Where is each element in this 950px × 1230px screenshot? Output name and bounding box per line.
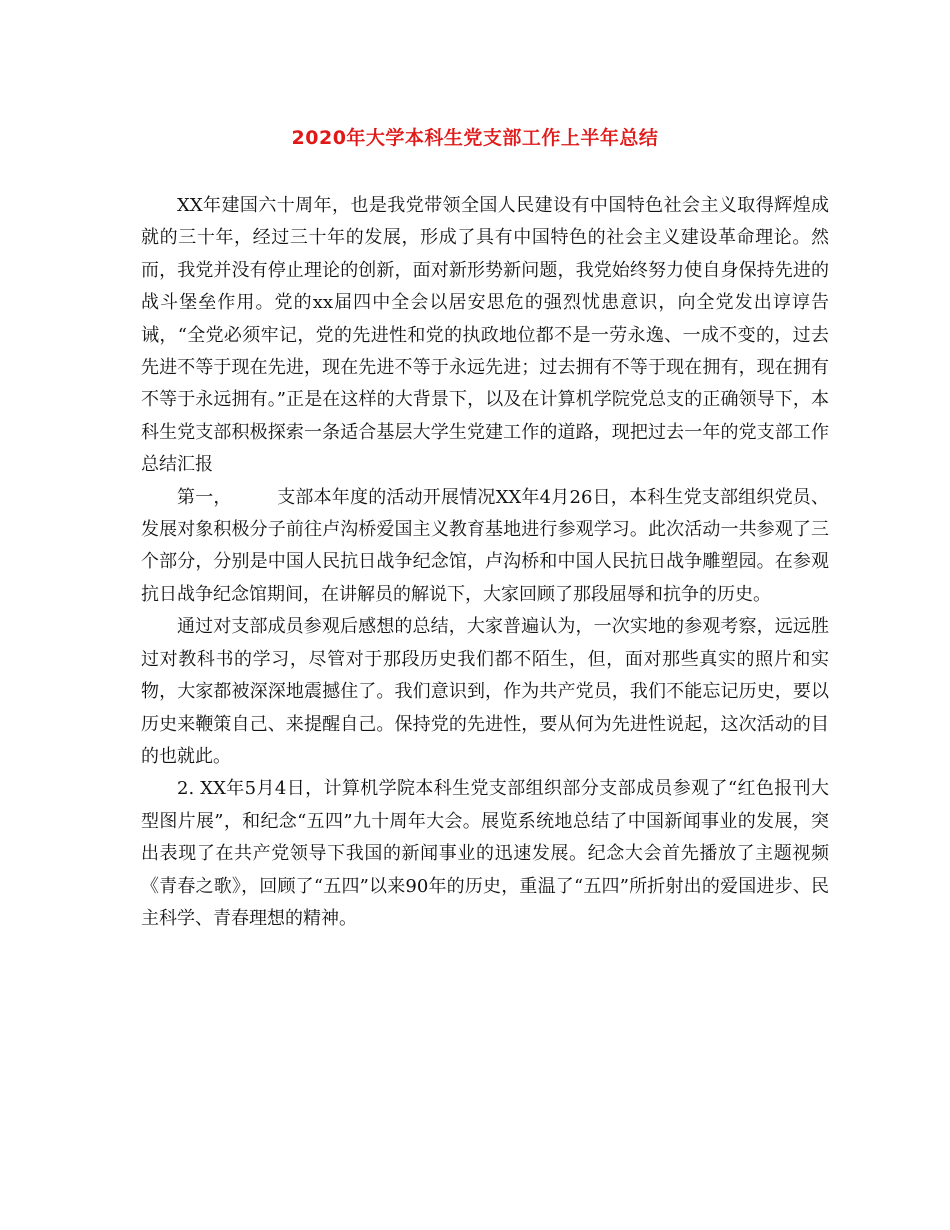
paragraph-activity-may: 2. XX年5月4日，计算机学院本科生党支部组织部分支部成员参观了“红色报刊大型图片展”，和纪念“五四”九十周年大会。展览系统地总结了中国新闻事业的发展，突出表现了在共产党领导下我国的新闻事业的迅速发展。纪念大会首先播放了主题视频《青春之歌》，回顾了“五四”以来90年的历史，重温了“五四”所折射出的爱国进步、民主科学、青春理想的精神。 xyxy=(141,778,829,929)
document-body xyxy=(141,190,829,935)
document-title: 2020年大学本科生党支部工作上半年总结 xyxy=(291,127,659,149)
paragraph-activity-april: 第一， 支部本年度的活动开展情况XX年4月26日，本科生党支部组织党员、发展对象积极分子前往卢沟桥爱国主义教育基地进行参观学习。此次活动一共参观了三个部分，分别是中国人民抗日战争纪念馆，卢沟桥和中国人民抗日战争雕塑园。在参观抗日战争纪念馆期间，在讲解员的解说下，大家回顾了那段屈辱和抗争的历史。 xyxy=(141,486,829,605)
paragraph-reflection: 通过对支部成员参观后感想的总结，大家普遍认为，一次实地的参观考察，远远胜过对教科书的学习，尽管对于那段历史我们都不陌生，但，面对那些真实的照片和实物，大家都被深深地震撼住了。我们意识到，作为共产党员，我们不能忘记历史，要以历史来鞭策自己、来提醒自己。保持党的先进性，要从何为先进性说起，这次活动的目的也就此。 xyxy=(141,616,829,767)
paragraph-intro: XX年建国六十周年，也是我党带领全国人民建设有中国特色社会主义取得辉煌成就的三十年，经过三十年的发展，形成了具有中国特色的社会主义建设革命理论。然而，我党并没有停止理论的创新，面对新形势新问题，我党始终努力使自身保持先进的战斗堡垒作用。党的xx届四中全会以居安思危的强烈忧患意识，向全党发出谆谆告诫，“全党必须牢记，党的先进性和党的执政地位都不是一劳永逸、一成不变的，过去先进不等于现在先进，现在先进不等于永远先进；过去拥有不等于现在拥有，现在拥有不等于永远拥有。”正是在这样的大背景下，以及在计算机学院党总支的正确领导下，本科生党支部积极探索一条适合基层大学生党建工作的道路，现把过去一年的党支部工作总结汇报 xyxy=(141,195,829,476)
